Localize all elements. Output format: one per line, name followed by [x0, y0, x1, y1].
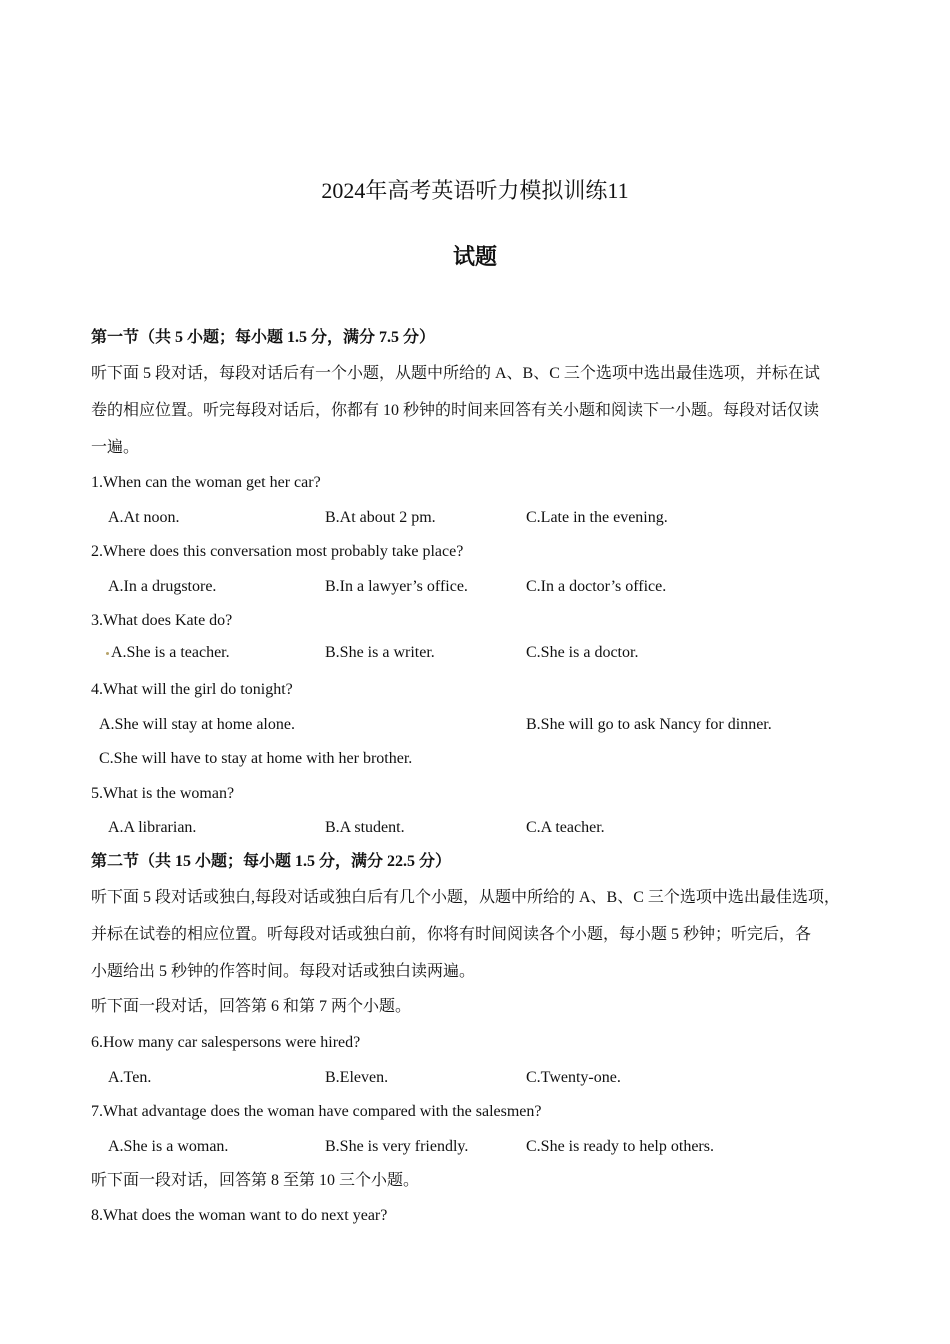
q3-option-c: C.She is a doctor.: [526, 644, 639, 661]
q1-option-a: A.At noon.: [108, 509, 180, 526]
section2-heading: 第二节（共 15 小题；每小题 1.5 分，满分 22.5 分）: [91, 853, 452, 870]
page-title: 2024年高考英语听力模拟训练11: [321, 178, 629, 203]
section2-instruction-line: 并标在试卷的相应位置。听每段对话或独白前，你将有时间阅读各个小题，每小题 5 秒钟；听完后，各: [91, 926, 812, 943]
question-1: 1.When can the woman get her car?: [91, 474, 321, 491]
section1-instruction-line: 一遍。: [91, 439, 140, 456]
q2-option-c: C.In a doctor’s office.: [526, 578, 667, 595]
q5-option-c: C.A teacher.: [526, 819, 605, 836]
q4-option-b: B.She will go to ask Nancy for dinner.: [526, 716, 772, 733]
q7-option-a: A.She is a woman.: [108, 1138, 229, 1155]
q7-option-b: B.She is very friendly.: [325, 1138, 469, 1155]
section2-instruction-line: 小题给出 5 秒钟的作答时间。每段对话或独白读两遍。: [91, 963, 476, 980]
question-7: 7.What advantage does the woman have compared with the salesmen?: [91, 1103, 542, 1120]
q6-option-c: C.Twenty-one.: [526, 1069, 621, 1086]
section1-instruction-line: 卷的相应位置。听完每段对话后，你都有 10 秒钟的时间来回答有关小题和阅读下一小题。每段对话仅读: [91, 402, 820, 419]
question-5: 5.What is the woman?: [91, 785, 235, 802]
q3-option-a: A.She is a teacher.: [111, 644, 230, 661]
decorative-dot: [106, 652, 109, 655]
question-3: 3.What does Kate do?: [91, 612, 233, 629]
q4-option-c: C.She will have to stay at home with her brother.: [99, 750, 413, 767]
q6-option-a: A.Ten.: [108, 1069, 152, 1086]
q7-option-c: C.She is ready to help others.: [526, 1138, 714, 1155]
question-2: 2.Where does this conversation most probably take place?: [91, 543, 464, 560]
q2-option-a: A.In a drugstore.: [108, 578, 217, 595]
q4-option-a: A.She will stay at home alone.: [99, 716, 295, 733]
question-4: 4.What will the girl do tonight?: [91, 681, 293, 698]
q5-option-a: A.A librarian.: [108, 819, 197, 836]
section2-group-note: 听下面一段对话，回答第 8 至第 10 三个小题。: [91, 1172, 420, 1189]
section1-heading: 第一节（共 5 小题；每小题 1.5 分，满分 7.5 分）: [91, 329, 436, 346]
q6-option-b: B.Eleven.: [325, 1069, 389, 1086]
q1-option-b: B.At about 2 pm.: [325, 509, 436, 526]
section2-instruction-line: 听下面 5 段对话或独白,每段对话或独白后有几个小题，从题中所给的 A、B、C 三个选项中选出最佳选项，: [91, 889, 840, 906]
question-6: 6.How many car salespersons were hired?: [91, 1034, 361, 1051]
q2-option-b: B.In a lawyer’s office.: [325, 578, 468, 595]
q5-option-b: B.A student.: [325, 819, 405, 836]
question-8: 8.What does the woman want to do next year?: [91, 1207, 388, 1224]
q3-option-b: B.She is a writer.: [325, 644, 435, 661]
section1-instruction-line: 听下面 5 段对话，每段对话后有一个小题，从题中所给的 A、B、C 三个选项中选出最佳选项，并标在试: [91, 365, 820, 382]
section2-group-note: 听下面一段对话，回答第 6 和第 7 两个小题。: [91, 998, 412, 1015]
q1-option-c: C.Late in the evening.: [526, 509, 668, 526]
page-subtitle: 试题: [452, 244, 497, 269]
